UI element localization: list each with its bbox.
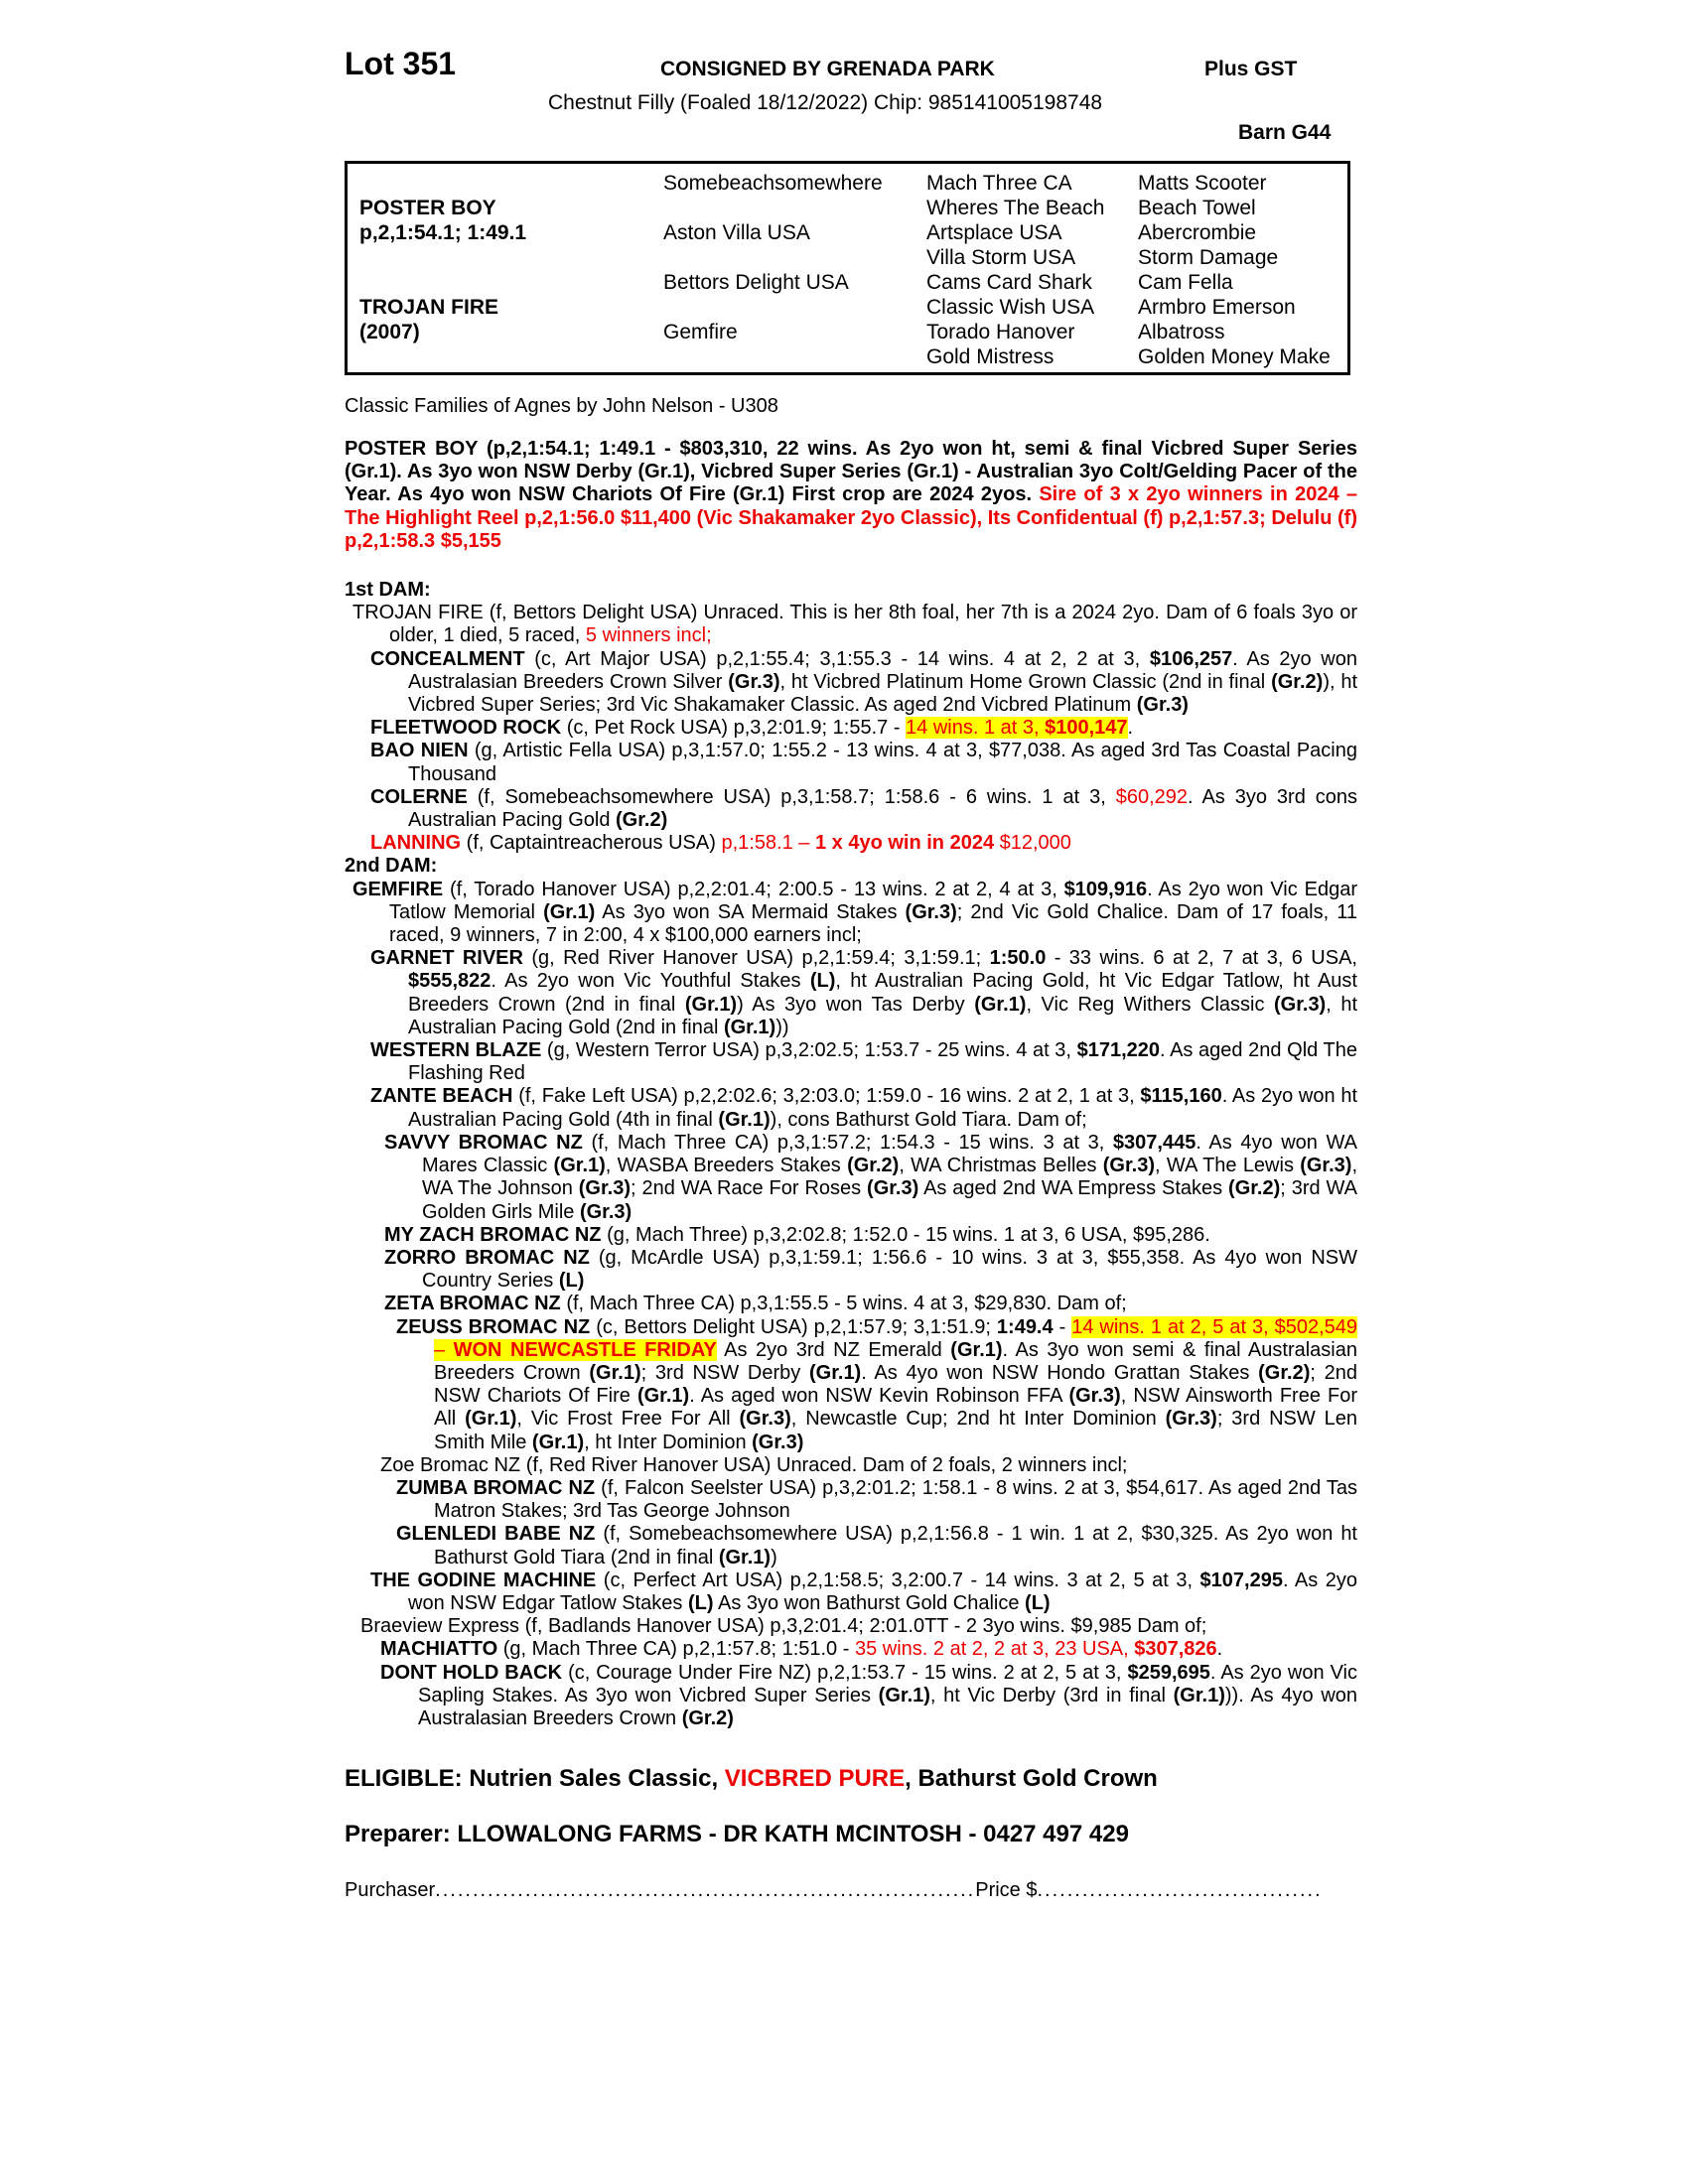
text-run: POSTER BOY (p,2,1:54.1; 1:49.1 - $803,310, 22 wins. As 2yo won ht, semi & final Vicbred Super Series (Gr.1). As 3yo won NSW Derby (Gr.1), Vicbred Super Series (Gr.1) - Australian 3yo Colt/Gelding Pacer of the Year. As 4yo won NSW Chariots Of Fire (Gr.1) First crop are 2024 2yos. [345,438,1357,506]
text-run: THE GODINE MACHINE [370,1569,597,1591]
text-run: (Gr.3) [578,1177,632,1200]
text-run: (Gr.3) [1273,993,1327,1016]
text-run: ...................................... [1037,1879,1323,1902]
pedigree-cell-r5c4: Cam Fella [1138,271,1233,294]
text-run: SAVVY BROMAC NZ [384,1131,583,1154]
barn-number: Barn G44 [1238,121,1332,144]
pedigree-cell-r5c2: Bettors Delight USA [663,271,849,294]
entry-braeview-express [345,1615,1357,1638]
text-run: . As 3yo 3rd cons Australian Pacing Gold [408,785,1358,832]
entry-zumba-bromac [345,1477,1357,1523]
text-run: (Gr.3) [1165,1408,1217,1431]
text-run: $259,695 [1127,1661,1210,1684]
text-run: ZETA BROMAC NZ [384,1293,561,1315]
entry-bao-nien [345,740,1357,785]
text-run: BAO NIEN [370,740,469,762]
text-run: GLENLEDI BABE NZ [396,1523,596,1546]
text-run: , Bathurst Gold Crown [905,1765,1158,1793]
text-run: $307,445 [1112,1131,1196,1154]
text-run: Braeview Express (f, Badlands Hanover USA) p,3,2:01.4; 2:01.0TT - 2 3yo wins. $9,985 Dam of; [360,1615,1207,1638]
horse-description: Chestnut Filly (Foaled 18/12/2022) Chip: 985141005198748 [548,91,1103,114]
text-run: (Gr.2) [616,809,668,832]
text-run: . As aged won NSW Kevin Robinson FFA [689,1385,1069,1408]
pedigree-cell-r4c4: Storm Damage [1138,246,1279,269]
family-note: Classic Families of Agnes by John Nelson - U308 [345,395,778,417]
text-run: (Gr.3) [739,1408,791,1431]
text-run: , ht Vic Derby (3rd in final [929,1684,1174,1706]
text-run: ; 2nd WA Race For Roses [631,1177,868,1200]
entry-my-zach-bromac [345,1224,1357,1247]
text-run: (Gr.2) [681,1706,734,1729]
text-run: (Gr.1) [808,1361,862,1384]
text-run: ), cons Bathurst Gold Tiara. Dam of; [770,1108,1087,1131]
text-run: As 2yo 3rd NZ Emerald [716,1338,951,1361]
text-run: Purchaser [345,1879,436,1902]
entry-zeta-bromac [345,1293,1357,1315]
text-run: . [1216,1638,1223,1661]
text-run: (Gr.1) [589,1361,641,1384]
text-run: (Gr.3) [1300,1155,1352,1177]
text-run: (g, Mach Three) p,3,2:02.8; 1:52.0 - 15 wins. 1 at 3, 6 USA, $95,286. [601,1223,1210,1246]
entry-machiatto [345,1638,1357,1661]
text-run: 2nd DAM: [345,855,438,878]
text-run: 1:49.4 [996,1315,1054,1338]
preparer-line [345,1820,1357,1849]
text-run: GEMFIRE [352,878,444,900]
entry-the-godine-machine [345,1570,1357,1615]
text-run: TROJAN FIRE (f, Bettors Delight USA) Unraced. This is her 8th foal, her 7th is a 2024 2yo. Dam of 6 foals 3yo or older, 1 died, 5 raced, [352,602,1357,647]
text-run: p,1:58.1 – [721,832,815,855]
entry-zoe-bromac [345,1454,1357,1477]
text-run: ZORRO BROMAC NZ [384,1246,590,1269]
text-run: , NSW Ainsworth Free For All [434,1385,1358,1431]
text-run: (Gr.1) [543,900,596,923]
text-run: - [1053,1315,1072,1338]
text-run: (f, Captaintreacherous USA) [461,832,722,855]
text-run: (L) [809,970,836,993]
text-run: ; 3rd NSW Derby [640,1361,809,1384]
text-run: ........................................................................ [435,1879,976,1902]
text-run: . As 2yo won Vic Youthful Stakes [491,970,810,993]
text-run: ; 2nd Vic Gold Chalice. Dam of 17 foals, 11 raced, 9 winners, 7 in 2:00, 4 x $100,000 earners incl; [389,900,1357,947]
text-run: ZANTE BEACH [370,1085,513,1108]
text-run: . As 3yo won semi & final Australasian Breeders Crown [434,1338,1357,1384]
text-run: (f, Fake Left USA) p,2,2:02.6; 3,2:03.0; 1:59.0 - 16 wins. 2 at 2, 1 at 3, [512,1085,1141,1108]
text-run: (c, Pet Rock USA) p,3,2:01.9; 1:55.7 - [561,717,907,740]
pedigree-cell-r4c1 [359,245,663,270]
pedigree-cell-r7c4: Albatross [1138,321,1225,343]
text-run: ELIGIBLE: Nutrien Sales Classic, [345,1765,725,1793]
text-run: , WA The Johnson [422,1155,1358,1200]
text-run: COLERNE [370,785,468,808]
text-run: (L) [558,1270,585,1293]
text-run: , Vic Frost Free For All [516,1408,740,1431]
pedigree-cell-r5c1 [359,270,663,295]
entry-savvy-bromac [345,1132,1357,1224]
text-run: $307,826 [1134,1638,1217,1661]
entry-garnet-river [345,947,1357,1039]
text-run: 1:50.0 [989,947,1047,970]
pedigree-cell-r1c2: Somebeachsomewhere [663,172,883,195]
pedigree-cell-r8c4: Golden Money Make [1138,345,1331,368]
text-run: CONCEALMENT [370,647,525,670]
text-run: $171,220 [1076,1039,1160,1062]
text-run: )) [775,1016,789,1038]
pedigree-cell-r7c2: Gemfire [663,321,738,343]
entry-western-blaze [345,1039,1357,1085]
heading-1st-dam [345,579,1357,602]
text-run: (Gr.3) [1136,694,1189,717]
pedigree-cell-r3c4: Abercrombie [1138,221,1257,244]
entry-lanning [345,832,1357,855]
text-run: (Gr.1) [531,1431,585,1453]
pedigree-table [345,161,1350,375]
text-run: (c, Perfect Art USA) p,2,1:58.5; 3,2:00.7 - 14 wins. 3 at 2, 5 at 3, [596,1569,1200,1591]
text-run: (Gr.1) [718,1546,772,1569]
text-run: (c, Art Major USA) p,2,1:55.4; 3,1:55.3 - 14 wins. 4 at 2, 2 at 3, [524,647,1150,670]
pedigree-cell-r8c3: Gold Mistress [926,345,1055,368]
text-run: (Gr.3) [728,670,780,693]
lot-number: Lot 351 [345,46,457,81]
text-run: , WASBA Breeders Stakes [605,1155,848,1177]
text-run: ZEUSS BROMAC NZ [396,1315,591,1338]
pedigree-body [345,395,1357,1902]
text-run: , ht Australian Pacing Gold, ht Vic Edgar Tatlow, ht Aust Breeders Crown (2nd in final [408,970,1357,1016]
text-run: . [1127,717,1134,740]
text-run: (Gr.3) [1102,1155,1156,1177]
text-run: , ht Vicbred Platinum Home Grown Classic (2nd in final [779,670,1272,693]
entry-trojan-fire [345,602,1357,647]
entry-zante-beach [345,1085,1357,1131]
entry-gemfire [345,879,1357,948]
text-run: (g, McArdle USA) p,3,1:59.1; 1:56.6 - 10 wins. 3 at 3, $55,358. As 4yo won NSW Country Series [422,1246,1357,1293]
text-run: (L) [1025,1591,1051,1614]
pedigree-cell-r6c1: TROJAN FIRE [359,296,499,319]
text-run: , Newcastle Cup; 2nd ht Inter Dominion [790,1408,1166,1431]
text-run: . As 2yo won Vic Sapling Stakes. As 3yo won Vicbred Super Series [418,1661,1357,1706]
text-run: As aged 2nd WA Empress Stakes [918,1177,1229,1200]
pedigree-cell-r6c4: Armbro Emerson [1138,296,1296,319]
text-run: $60,292 [1115,785,1189,808]
text-run: (f, Torado Hanover USA) p,2,2:01.4; 2:00.5 - 13 wins. 2 at 2, 4 at 3, [443,878,1064,900]
pedigree-cell-r8c1 [359,344,663,369]
text-run: (Gr.1) [636,1385,690,1408]
text-run: 1 x 4yo win in 2024 [814,832,995,855]
text-run: 35 wins. 2 at 2, 2 at 3, 23 USA, [854,1638,1135,1661]
text-run: . As 2yo won ht Australian Pacing Gold (4th in final [408,1085,1357,1131]
text-run: $109,916 [1063,878,1148,900]
text-run: (f, Mach Three CA) p,3,1:55.5 - 5 wins. 4 at 3, $29,830. Dam of; [560,1293,1127,1315]
text-run: . As 4yo won NSW Hondo Grattan Stakes [861,1361,1259,1384]
text-run: GARNET RIVER [370,947,523,970]
text-run: MY ZACH BROMAC NZ [384,1223,602,1246]
text-run: (Gr.1) [723,1016,776,1038]
text-run: - 33 wins. 6 at 2, 7 at 3, 6 USA, [1046,947,1357,970]
text-run: (Gr.1) [465,1408,517,1431]
text-run: $555,822 [408,970,492,993]
text-run: DONT HOLD BACK [380,1661,563,1684]
text-run: $115,160 [1140,1085,1222,1108]
text-run: (Gr.1) [878,1684,930,1706]
text-run: $100,147 [1045,717,1128,740]
entry-poster-boy [345,438,1357,553]
text-run: (g, Artistic Fella USA) p,3,1:57.0; 1:55.2 - 13 wins. 4 at 3, $77,038. As aged 3rd Tas Coastal Pacing Thousand [408,740,1357,785]
text-run: $107,295 [1199,1569,1283,1591]
text-run: (Gr.3) [579,1200,633,1223]
purchaser-line [345,1879,1357,1902]
text-run: ; 3rd NSW Len Smith Mile [434,1408,1358,1453]
pedigree-cell-r1c4: Matts Scooter [1138,172,1267,195]
text-run: (f, Falcon Seelster USA) p,3,2:01.2; 1:58.1 - 8 wins. 2 at 3, $54,617. As aged 2nd Tas Matron Stakes; 3rd Tas George Johnson [434,1476,1358,1523]
pedigree-cell-r7c1: (2007) [359,321,420,343]
text-run: ; 3rd WA Golden Girls Mile [422,1177,1357,1223]
pedigree-cell-r7c3: Torado Hanover [926,321,1075,343]
text-run: )). As 4yo won Australasian Breeders Crown [418,1684,1358,1729]
text-run: Preparer: LLOWALONG FARMS - DR KATH MCINTOSH - 0427 497 429 [345,1821,1129,1848]
entry-zorro-bromac [345,1247,1357,1293]
text-run: (Gr.1) [974,993,1027,1016]
text-run: , ht Inter Dominion [584,1431,753,1453]
pedigree-cell-r3c1: p,2,1:54.1; 1:49.1 [359,221,527,244]
text-run: (g, Mach Three CA) p,2,1:57.8; 1:51.0 - [497,1638,855,1661]
text-run: (Gr.3) [752,1431,804,1453]
text-run: Price $ [975,1879,1038,1902]
pedigree-cell-r2c1: POSTER BOY [359,197,496,219]
text-run: (g, Western Terror USA) p,3,2:02.5; 1:53.7 - 25 wins. 4 at 3, [541,1039,1077,1062]
pedigree-cell-r1c1 [359,171,663,196]
text-run: $12,000 [994,832,1071,855]
entry-glenledi-babe [345,1523,1357,1569]
pedigree-cell-r3c2: Aston Villa USA [663,221,810,244]
text-run: (Gr.3) [1068,1385,1121,1408]
text-run: . As aged 2nd Qld The Flashing Red [408,1039,1357,1085]
text-run: (Gr.1) [553,1155,606,1177]
pedigree-cell-r2c2 [663,196,926,220]
text-run: , WA Christmas Belles [899,1155,1103,1177]
text-run: , WA The Lewis [1155,1155,1301,1177]
entry-colerne [345,786,1357,832]
text-run: (Gr.3) [905,900,957,923]
pedigree-cell-r8c2 [663,344,926,369]
text-run: (Gr.2) [1228,1177,1281,1200]
text-run: ) [771,1546,777,1569]
text-run: ; 2nd NSW Chariots Of Fire [434,1361,1358,1408]
heading-2nd-dam [345,855,1357,878]
text-run: $106,257 [1149,647,1233,670]
text-run: . As 2yo won Australasian Breeders Crown Silver [408,647,1357,693]
text-run: Zoe Bromac NZ (f, Red River Hanover USA) Unraced. Dam of 2 foals, 2 winners incl; [380,1453,1128,1476]
pedigree-cell-r2c4: Beach Towel [1138,197,1256,219]
eligible-line [345,1764,1357,1794]
text-run: (Gr.2) [1271,670,1324,693]
entry-fleetwood-rock [345,717,1357,740]
text-run: VICBRED PURE [724,1765,906,1793]
pedigree-cell-r6c2 [663,295,926,320]
text-run: . As 4yo won WA Mares Classic [422,1131,1358,1177]
text-run: FLEETWOOD ROCK [370,717,562,740]
pedigree-cell-r1c3: Mach Three CA [926,172,1072,195]
pedigree-cell-r2c3: Wheres The Beach [926,197,1105,219]
text-run: 1st DAM: [345,579,431,602]
text-run: Sire of 3 x 2yo winners in 2024 – The Highlight Reel p,2,1:56.0 $11,400 (Vic Shakamaker 2yo Classic), Its Confidentual (f) p,2,1:57.3; Delulu (f) p,2,1:58.3 $5,155 [345,483,1357,552]
text-run: ) As 3yo won Tas Derby [737,993,975,1016]
text-run: (f, Somebeachsomewhere USA) p,2,1:56.8 - 1 win. 1 at 2, $30,325. As 2yo won ht Bathurst Gold Tiara (2nd in final [434,1523,1357,1569]
entry-dont-hold-back [345,1662,1357,1731]
text-run: (Gr.3) [867,1177,919,1200]
text-run: WON NEWCASTLE FRIDAY [453,1338,717,1361]
text-run: (Gr.2) [1258,1361,1311,1384]
text-run: (Gr.1) [1173,1684,1225,1706]
text-run: (g, Red River Hanover USA) p,2,1:59.4; 3,1:59.1; [522,947,990,970]
text-run: (f, Somebeachsomewhere USA) p,3,1:58.7; 1:58.6 - 6 wins. 1 at 3, [467,785,1116,808]
text-run: (c, Bettors Delight USA) p,2,1:57.9; 3,1:51.9; [590,1315,997,1338]
entry-zeuss-bromac [345,1316,1357,1454]
text-run: . As 2yo won Vic Edgar Tatlow Memorial [389,878,1357,923]
pedigree-cell-r3c3: Artsplace USA [926,221,1062,244]
text-run: LANNING [370,832,462,855]
text-run: (c, Courage Under Fire NZ) p,2,1:53.7 - 15 wins. 2 at 2, 5 at 3, [562,1661,1128,1684]
text-run: As 3yo won Bathurst Gold Chalice [713,1591,1026,1614]
text-run: (Gr.1) [684,993,738,1016]
text-run: WESTERN BLAZE [370,1039,542,1062]
text-run: As 3yo won SA Mermaid Stakes [595,900,906,923]
text-run: (L) [687,1591,714,1614]
pedigree-cell-r6c3: Classic Wish USA [926,296,1095,319]
text-run: (f, Mach Three CA) p,3,1:57.2; 1:54.3 - 15 wins. 3 at 3, [582,1131,1113,1154]
text-run: , ht Australian Pacing Gold (2nd in final [408,993,1357,1038]
text-run: 14 wins. 1 at 3, [906,717,1046,740]
entry-concealment [345,648,1357,718]
text-run: 5 winners incl; [585,624,712,647]
text-run: ), ht Vicbred Super Series; 3rd Vic Shakamaker Classic. As aged 2nd Vicbred Platinum [408,670,1358,717]
text-run: (Gr.1) [950,1338,1003,1361]
pedigree-cell-r4c2 [663,245,926,270]
consignor-title: CONSIGNED BY GRENADA PARK [660,58,995,80]
text-run: 14 wins. 1 at 2, 5 at 3, $502,549 – [434,1315,1358,1361]
text-run: MACHIATTO [380,1638,498,1661]
plus-gst-label: Plus GST [1204,58,1298,80]
pedigree-cell-r4c3: Villa Storm USA [926,246,1076,269]
text-run: . As 2yo won NSW Edgar Tatlow Stakes [408,1569,1358,1614]
pedigree-cell-r5c3: Cams Card Shark [926,271,1092,294]
text-run: (Gr.2) [847,1155,900,1177]
text-run: ZUMBA BROMAC NZ [396,1476,596,1499]
text-run: , Vic Reg Withers Classic [1026,993,1274,1016]
text-run: (Gr.1) [718,1108,771,1131]
